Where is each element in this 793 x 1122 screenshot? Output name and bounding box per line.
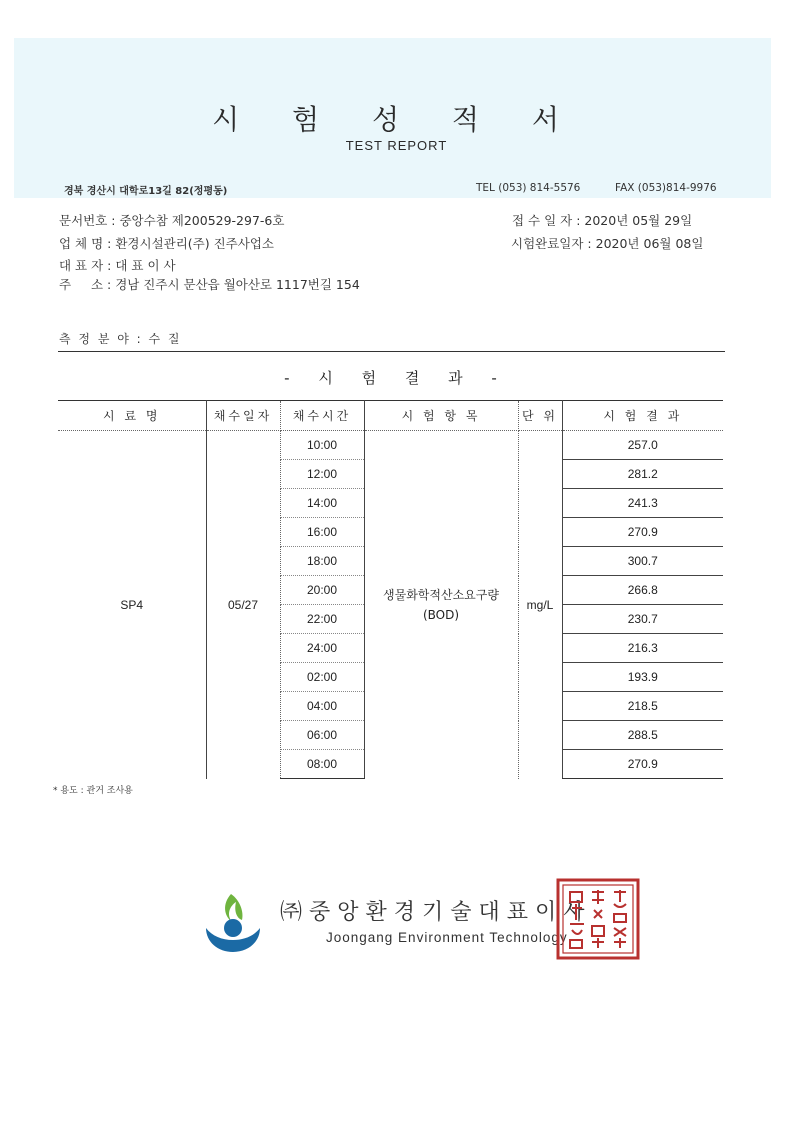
company-label: 업 체 명 :: [59, 236, 112, 251]
sampling-time-cell: 04:00: [280, 692, 364, 721]
header-sample: 시 료 명: [58, 401, 206, 431]
representative-value: 대 표 이 사: [115, 258, 176, 273]
header-item: 시 험 항 목: [364, 401, 518, 431]
result-value-cell: 270.9: [562, 750, 723, 779]
lab-fax: FAX (053)814-9976: [615, 182, 717, 194]
result-value-cell: 216.3: [562, 634, 723, 663]
representative-row: [59, 256, 176, 274]
sample-name-cell: SP4: [58, 431, 206, 779]
completed-date-value: 2020년 06월 08일: [595, 236, 704, 251]
divider: [58, 351, 725, 352]
result-value-cell: 266.8: [562, 576, 723, 605]
test-item-cell: [364, 431, 518, 779]
result-value-cell: 300.7: [562, 547, 723, 576]
representative-label: 대 표 자 :: [59, 258, 112, 273]
header-date: 채수일자: [206, 401, 280, 431]
result-value-cell: 193.9: [562, 663, 723, 692]
lab-tel: TEL (053) 814-5576: [476, 182, 581, 194]
result-value-cell: 270.9: [562, 518, 723, 547]
results-section-title: - 시 험 결 과 -: [284, 369, 509, 387]
sampling-time-cell: 20:00: [280, 576, 364, 605]
sampling-time-cell: 08:00: [280, 750, 364, 779]
results-table: [58, 400, 723, 779]
report-title-korean: 시 험 성 적 서: [212, 103, 581, 136]
received-date-label: 접 수 일 자 :: [512, 213, 581, 228]
company-logo-icon: [204, 890, 262, 956]
doc-number-value: 중앙수참 제200529-297-6호: [119, 213, 285, 228]
address-value: 경남 진주시 문산읍 월아산로 1117번길 154: [115, 277, 360, 292]
official-seal-icon: [556, 878, 640, 960]
completed-date-label: 시험완료일자 :: [511, 236, 592, 251]
company-name-english: Joongang Environment Technology: [326, 930, 568, 945]
header-time: 채수시간: [280, 401, 364, 431]
completed-date-row: [511, 234, 703, 252]
sampling-time-cell: 18:00: [280, 547, 364, 576]
header-unit: 단 위: [518, 401, 562, 431]
lab-address: 경북 경산시 대학로13길 82(정평동): [64, 186, 228, 197]
company-row: [59, 234, 274, 252]
doc-number-label: 문서번호 :: [59, 213, 116, 228]
result-value-cell: 230.7: [562, 605, 723, 634]
sampling-time-cell: 22:00: [280, 605, 364, 634]
address-label: 주 소 :: [59, 277, 112, 292]
sampling-time-cell: 06:00: [280, 721, 364, 750]
measurement-field: 측 정 분 야 : 수 질: [59, 332, 182, 346]
result-value-cell: 241.3: [562, 489, 723, 518]
sampling-time-cell: 02:00: [280, 663, 364, 692]
header-result: 시 험 결 과: [562, 401, 723, 431]
sampling-time-cell: 12:00: [280, 460, 364, 489]
table-row: [58, 431, 723, 460]
doc-number-row: [59, 211, 284, 229]
test-item-code: (BOD): [422, 607, 460, 622]
result-value-cell: 257.0: [562, 431, 723, 460]
table-header-row: [58, 401, 723, 431]
sampling-time-cell: 14:00: [280, 489, 364, 518]
company-value: 환경시설관리(주) 진주사업소: [115, 236, 274, 251]
test-item-name: 생물화학적산소요구량: [383, 587, 499, 602]
received-date-value: 2020년 05월 29일: [584, 213, 693, 228]
result-value-cell: 218.5: [562, 692, 723, 721]
usage-footnote: * 용도 : 관거 조사용: [53, 786, 133, 796]
unit-cell: mg/L: [526, 597, 554, 612]
report-title-english: TEST REPORT: [345, 138, 448, 153]
address-row: [59, 275, 360, 293]
received-date-row: [512, 211, 692, 229]
sampling-date-cell: 05/27: [206, 431, 280, 779]
sampling-time-cell: 24:00: [280, 634, 364, 663]
result-value-cell: 288.5: [562, 721, 723, 750]
sampling-time-cell: 10:00: [280, 431, 364, 460]
company-name-korean: ㈜중앙환경기술대표이사: [280, 900, 592, 925]
sampling-time-cell: 16:00: [280, 518, 364, 547]
result-value-cell: 281.2: [562, 460, 723, 489]
